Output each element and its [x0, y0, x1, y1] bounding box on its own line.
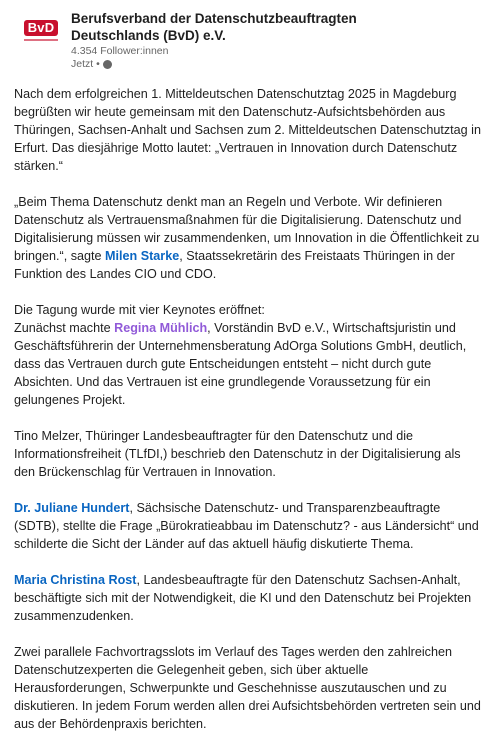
paragraph-keynotes [14, 301, 482, 409]
time-label: Jetzt • [71, 58, 100, 70]
text: , Sächsische Datenschutz- und Transparenzbeauftragte (SDTB), stellte die Frage „Bürokratieabbau im Datenschutz? - aus Ländersicht“ und schilderte die Sicht der Länder auf das aktuell häufig diskutierte Thema. [14, 501, 483, 551]
post-body [0, 71, 496, 733]
mention-maria-christina-rost[interactable]: Maria Christina Rost [14, 573, 137, 587]
text: , Landesbeauftragte für den Datenschutz Sachsen-Anhalt, beschäftigte sich mit der Notwendigkeit, die KI und den Datenschutz bei Projekten zusammenzudenken. [14, 573, 475, 623]
post-header [0, 10, 496, 71]
author-info [71, 10, 401, 71]
globe-icon [103, 60, 112, 69]
paragraph-hundert [14, 499, 482, 553]
paragraph-forums: Zwei parallele Fachvortragsslots im Verlauf des Tages werden den zahlreichen Datenschutzexperten die Gelegenheit geben, sich über aktuelle Herausforderungen, Schwerpunkte und Geschehnisse auszutauschen und zu diskutieren. In jedem Forum werden allen drei Aufsichtsbehörden vertreten sein und aus der Behördenpraxis berichten. [14, 645, 485, 731]
post-time [71, 58, 401, 71]
text: Die Tagung wurde mit vier Keynotes eröffnet: Zunächst machte [14, 303, 265, 335]
paragraph-rost [14, 571, 482, 625]
logo-underline [24, 39, 58, 41]
text: , Staatssekretärin des Freistaats Thüringen in der Funktion des Landes CIO und CDO. [14, 249, 459, 281]
paragraph-intro: Nach dem erfolgreichen 1. Mitteldeutschen Datenschutztag 2025 in Magdeburg begrüßten wir heute gemeinsam mit den Datenschutz-Aufsichtsbehörden aus Thüringen, Sachsen-Anhalt und Sachsen zum 2. Mitteldeutschen Datenschutztag in Erfurt. Das diesjährige Motto lautet: „Vertrauen in Innovation durch Datenschutz stärken.“ [14, 87, 485, 173]
paragraph-melzer: Tino Melzer, Thüringer Landesbeauftragter für den Datenschutz und die Informationsfreiheit (TLfDI,) beschrieb den Datenschutz in der Digitalisierung als den Brückenschlag für Vertrauen in Innovation. [14, 429, 465, 479]
mention-milen-starke[interactable]: Milen Starke [105, 249, 180, 263]
logo-mark: BvD [24, 20, 59, 36]
text: „Beim Thema Datenschutz denkt man an Regeln und Verbote. Wir definieren Datenschutz als Vertrauensmaßnahmen für die Digitalisierung. Datenschutz und Digitalisierung müssen wir zusammendenken, um Innovation in die Öffentlichkeit zu bringen.“, sagte [14, 195, 483, 263]
text: , Vorständin BvD e.V., Wirtschaftsjuristin und Geschäftsführerin der Unternehmensberatung AdOrga Solutions GmbH, deutlich, dass das Vertrauen durch gute Entscheidungen entsteht – nicht durch gute Absichten. Und das Vertrauen ist eine grundlegende Voraussetzung für ein gelungenes Projekt. [14, 321, 470, 407]
mention-juliane-hundert[interactable]: Dr. Juliane Hundert [14, 501, 130, 515]
author-name[interactable]: Berufsverband der Datenschutzbeauftragten Deutschlands (BvD) e.V. [71, 11, 357, 43]
paragraph-quote [14, 193, 482, 283]
company-logo[interactable] [19, 20, 63, 64]
mention-regina-muehlich[interactable]: Regina Mühlich [114, 321, 208, 335]
follower-count: 4.354 Follower:innen [71, 45, 169, 57]
